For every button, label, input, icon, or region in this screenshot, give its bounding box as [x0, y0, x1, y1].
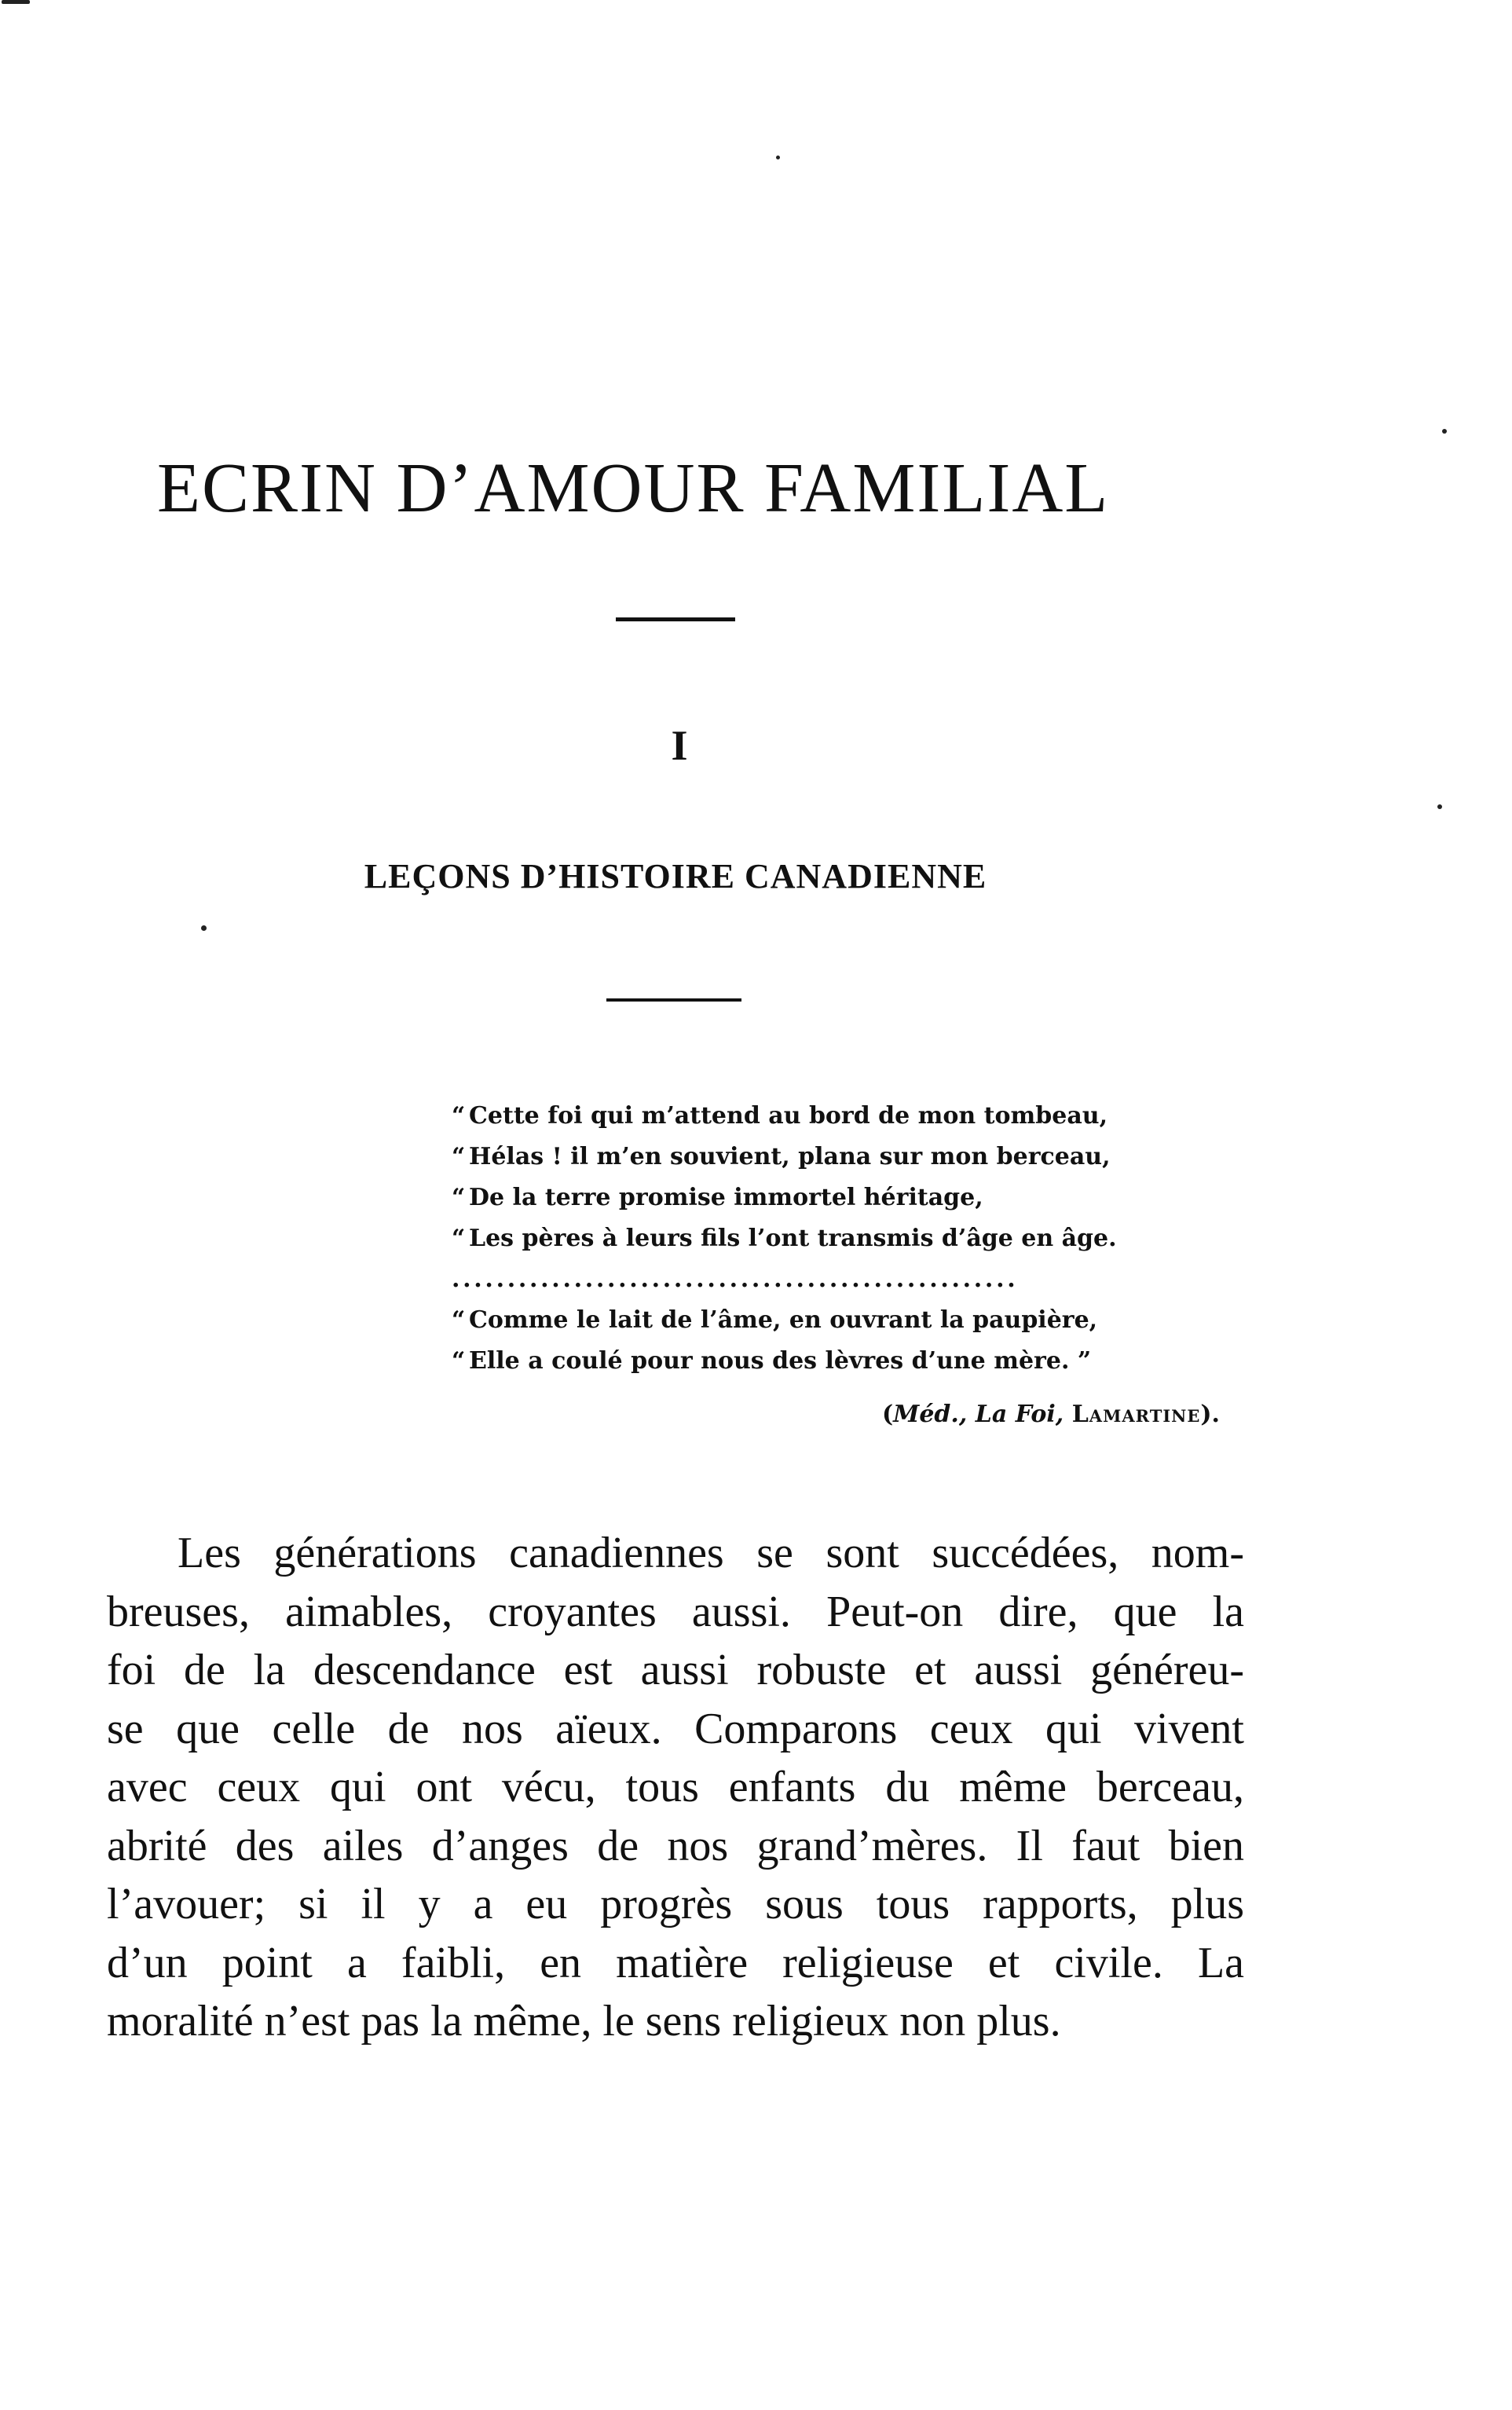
ellipsis-row: ................................................... — [452, 1265, 1019, 1293]
attribution-author: Lamartine — [1071, 1401, 1201, 1428]
scan-speck — [1442, 429, 1447, 434]
epigraph-line: “ Comme le lait de l’âme, en ouvrant la paupière, — [452, 1300, 1261, 1341]
scan-speck — [776, 156, 780, 159]
body-line: breuses, aimables, croyantes aussi. Peut-on dire, que la — [107, 1587, 1244, 1636]
chapter-title: LEÇONS D’HISTOIRE CANADIENNE — [364, 857, 987, 896]
attribution-work: Méd., La Foi, — [893, 1401, 1064, 1428]
scan-speck — [2, 0, 30, 4]
open-quote: “ — [452, 1306, 466, 1334]
epigraph-line: “ Les pères à leurs fils l’ont transmis d’âge en âge. — [452, 1218, 1261, 1259]
epigraph-attribution: (Méd., La Foi, Lamartine). — [881, 1401, 1220, 1428]
title-rule — [616, 617, 735, 621]
chapter-number: I — [671, 722, 688, 769]
epigraph-line: “ Hélas ! il m’en souvient, plana sur mon berceau, — [452, 1137, 1261, 1178]
scan-speck — [1437, 804, 1442, 809]
chapter-rule — [606, 998, 741, 1002]
epigraph-line: “ Elle a coulé pour nous des lèvres d’une mère. ” — [452, 1341, 1261, 1382]
open-quote: “ — [452, 1143, 466, 1170]
open-quote: “ — [452, 1184, 466, 1211]
epigraph-line: “ De la terre promise immortel héritage, — [452, 1178, 1261, 1218]
body-line: Les générations canadiennes se sont succédées, nom- — [178, 1529, 1244, 1577]
open-quote: “ — [452, 1102, 466, 1130]
body-line: moralité n’est pas la même, le sens religieux non plus. — [107, 1997, 1061, 2046]
body-line: se que celle de nos aïeux. Comparons ceux qui vivent — [107, 1704, 1244, 1753]
body-line: d’un point a faibli, en matière religieuse et civile. La — [107, 1938, 1244, 1987]
body-line: l’avouer; si il y a eu progrès sous tous rapports, plus — [107, 1880, 1244, 1928]
body-line: abrité des ailes d’anges de nos grand’mères. Il faut bien — [107, 1821, 1244, 1870]
epigraph — [452, 1096, 1261, 1435]
scan-speck — [201, 925, 207, 931]
body-paragraph — [107, 1524, 1244, 2051]
body-line: foi de la descendance est aussi robuste et aussi généreu- — [107, 1646, 1244, 1694]
open-quote: “ — [452, 1347, 466, 1375]
epigraph-line: “ Cette foi qui m’attend au bord de mon tombeau, — [452, 1096, 1261, 1137]
page-title: ECRIN D’AMOUR FAMILIAL — [157, 449, 1110, 527]
open-quote: “ — [452, 1225, 466, 1252]
body-line: avec ceux qui ont vécu, tous enfants du même berceau, — [107, 1763, 1244, 1811]
